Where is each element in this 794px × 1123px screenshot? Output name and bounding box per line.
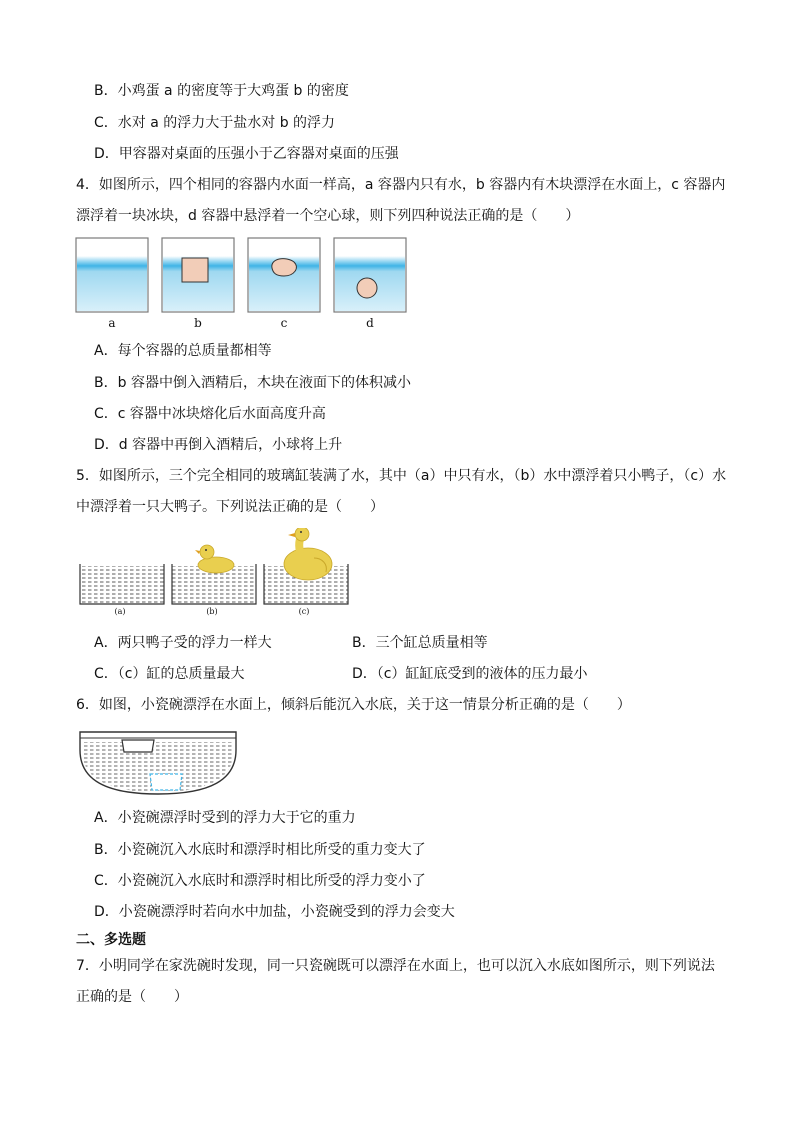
q5-label-b: (b)	[206, 607, 218, 616]
q6-option-c: C．小瓷碗沉入水底时和漂浮时相比所受的浮力变小了	[94, 873, 426, 889]
hollow-ball	[357, 278, 377, 298]
wood-block	[182, 258, 208, 282]
q5-label-a: (a)	[114, 607, 126, 616]
q5-option-c: C．（c）缸的总质量最大	[94, 666, 245, 682]
q6-option-a: A．小瓷碗漂浮时受到的浮力大于它的重力	[94, 810, 356, 826]
small-duck	[195, 545, 234, 573]
big-duck	[284, 528, 332, 580]
q5-option-b: B．三个缸总质量相等	[352, 635, 488, 651]
q4-option-b: B．b 容器中倒入酒精后，木块在液面下的体积减小	[94, 375, 411, 391]
q4-option-c: C．c 容器中冰块熔化后水面高度升高	[94, 406, 326, 422]
tank-b	[172, 545, 256, 604]
q4-option-a: A．每个容器的总质量都相等	[94, 343, 272, 359]
q6-stem: 6．如图，小瓷碗漂浮在水面上，倾斜后能沉入水底，关于这一情景分析正确的是（ ）	[76, 697, 631, 713]
q4-label-d: d	[366, 316, 374, 330]
q6-bowl-figure	[78, 728, 238, 798]
q6-option-d: D．小瓷碗漂浮时若向水中加盐，小瓷碗受到的浮力会变大	[94, 904, 455, 920]
section-title: 二、多选题	[76, 932, 146, 948]
q5-tanks-figure	[76, 528, 352, 612]
q6-option-b: B．小瓷碗沉入水底时和漂浮时相比所受的重力变大了	[94, 842, 426, 858]
q5-stem-line2: 中漂浮着一只大鸭子。下列说法正确的是（ ）	[76, 499, 384, 515]
q5-option-a: A．两只鸭子受的浮力一样大	[94, 635, 272, 651]
container-d	[334, 238, 406, 312]
container-a	[76, 238, 148, 312]
q4-option-d: D．d 容器中再倒入酒精后，小球将上升	[94, 437, 343, 453]
q7-stem-line1: 7．小明同学在家洗碗时发现，同一只瓷碗既可以漂浮在水面上，也可以沉入水底如图所示，则下列说法	[76, 958, 715, 974]
q5-option-d: D．（c）缸缸底受到的液体的压力最小	[352, 666, 588, 682]
q4-containers-figure	[72, 236, 412, 318]
sunk-bowl	[150, 774, 182, 790]
q3-option-c: C．水对 a 的浮力大于盐水对 b 的浮力	[94, 115, 336, 131]
q5-stem-line1: 5．如图所示，三个完全相同的玻璃缸装满了水，其中（a）中只有水，（b）水中漂浮着只小鸭子，（c）水	[76, 468, 727, 484]
q4-label-a: a	[108, 316, 116, 330]
tank-a	[80, 564, 164, 604]
q5-label-c: (c)	[298, 607, 310, 616]
floating-bowl	[122, 740, 154, 752]
q4-label-b: b	[194, 316, 202, 330]
q4-stem-line1: 4．如图所示，四个相同的容器内水面一样高，a 容器内只有水，b 容器内有木块漂浮在水面上，c 容器内	[76, 177, 726, 193]
q7-stem-line2: 正确的是（ ）	[76, 989, 188, 1005]
q3-option-d: D．甲容器对桌面的压强小于乙容器对桌面的压强	[94, 146, 399, 162]
container-c	[248, 238, 320, 312]
q4-label-c: c	[280, 316, 288, 330]
tank-c	[264, 528, 348, 604]
container-b	[162, 238, 234, 312]
q3-option-b: B．小鸡蛋 a 的密度等于大鸡蛋 b 的密度	[94, 83, 349, 99]
ice-block	[272, 259, 297, 276]
q4-stem-line2: 漂浮着一块冰块，d 容器中悬浮着一个空心球，则下列四种说法正确的是（ ）	[76, 208, 580, 224]
